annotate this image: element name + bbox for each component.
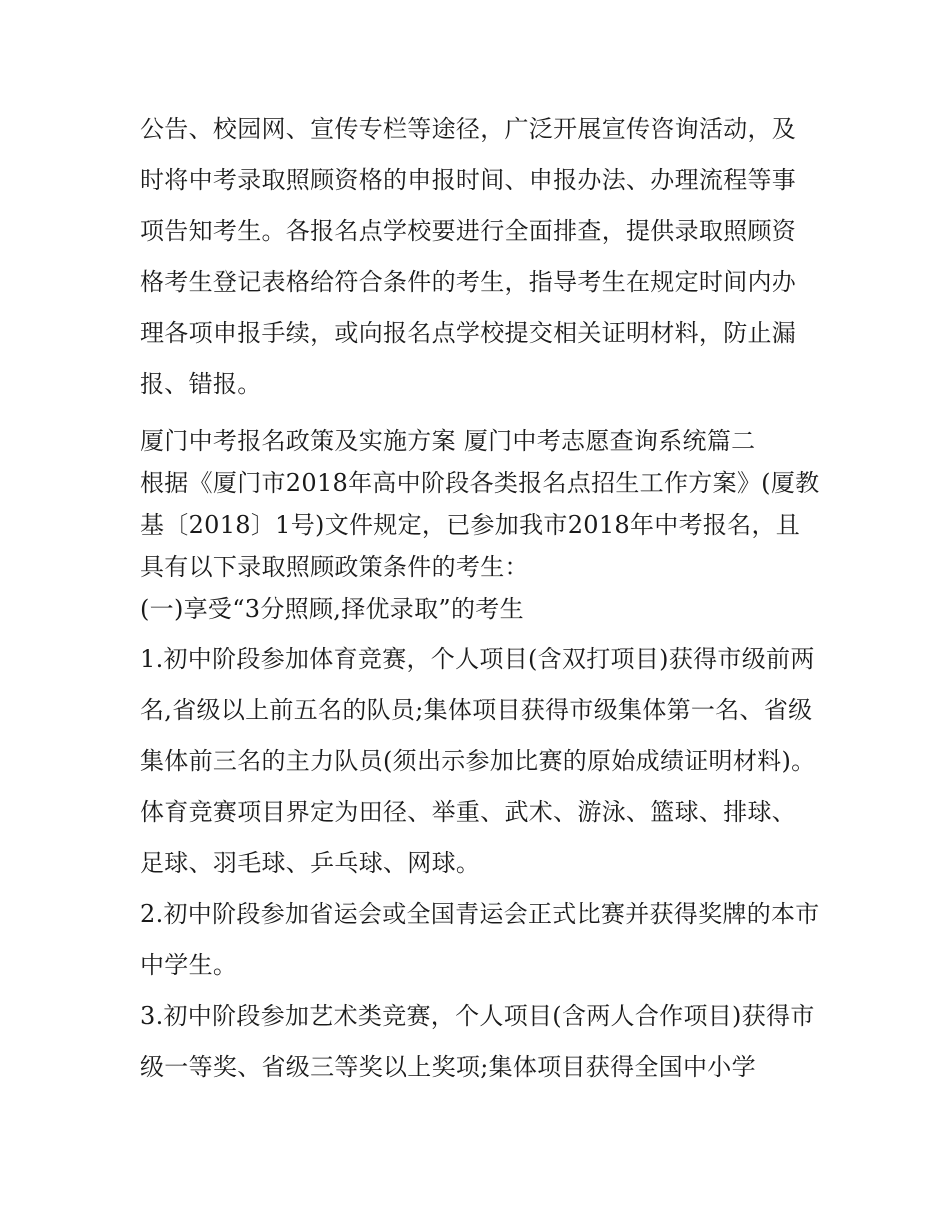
paragraph-policy-basis: 根据《厦门市2018年高中阶段各类报名点招生工作方案》(厦教基〔2018〕1号)文件规定，已参加我市2018年中考报名，且具有以下录取照顾政策条件的考生：: [140, 469, 820, 581]
list-item-provincial-games: 2.初中阶段参加省运会或全国青运会正式比赛并获得奖牌的本市中学生。: [140, 900, 820, 979]
subheading-three-point-bonus: (一)享受“3分照顾,择优录取”的考生: [140, 595, 524, 623]
list-item-sports-competition: 1.初中阶段参加体育竞赛，个人项目(含双打项目)获得市级前两名,省级以上前五名的队员;集体项目获得市级集体第一名、省级集体前三名的主力队员(须出示参加比赛的原始成绩证明材料)。体育竞赛项目界定为田径、举重、武术、游泳、篮球、排球、足球、羽毛球、乒乓球、网球。: [140, 645, 816, 877]
list-item-arts-competition: 3.初中阶段参加艺术类竞赛，个人项目(含两人合作项目)获得市级一等奖、省级三等奖以上奖项;集体项目获得全国中小学: [140, 1002, 815, 1081]
section-heading-part-two: 厦门中考报名政策及实施方案 厦门中考志愿查询系统篇二: [140, 427, 756, 455]
document-page: [140, 104, 820, 1093]
paragraph-publicity: 公告、校园网、宣传专栏等途径，广泛开展宣传咨询活动，及时将中考录取照顾资格的申报时间、申报办法、办理流程等事项告知考生。各报名点学校要进行全面排查，提供录取照顾资格考生登记表格给符合条件的考生，指导考生在规定时间内办理各项申报手续，或向报名点学校提交相关证明材料，防止漏报、错报。: [140, 115, 797, 398]
